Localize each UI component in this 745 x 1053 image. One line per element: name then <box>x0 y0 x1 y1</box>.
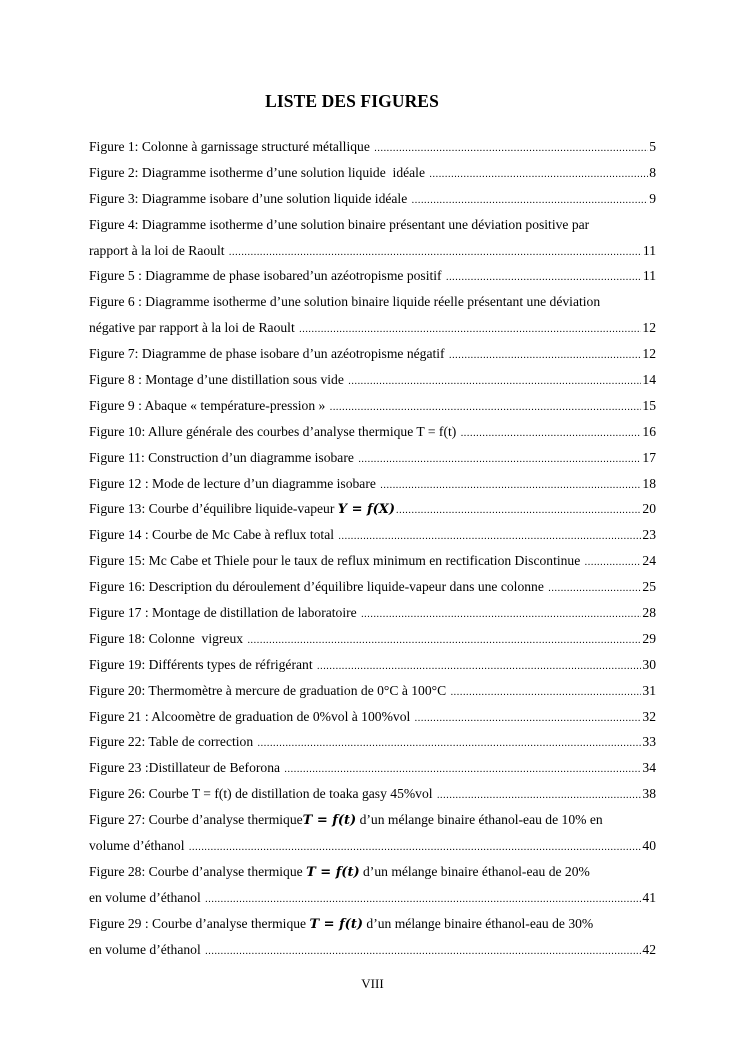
figure-caption-text: Figure 14 : Courbe de Mc Cabe à reflux total <box>89 527 338 543</box>
figure-page-number: 24 <box>642 553 656 569</box>
figure-entry[interactable] <box>89 781 656 807</box>
figure-caption-text: rapport à la loi de Raoult <box>89 242 228 258</box>
figure-caption-text: Figure 27: Courbe d’analyse thermique <box>89 812 303 828</box>
figure-entry[interactable] <box>89 134 656 160</box>
figure-caption-text: Figure 21 : Alcoomètre de graduation de 0%vol à 100%vol <box>89 708 414 724</box>
figure-entry[interactable] <box>89 522 656 548</box>
figure-caption-text: Figure 15: Mc Cabe et Thiele pour le taux de reflux minimum en rectification Discontinue <box>89 553 584 569</box>
figure-entry[interactable] <box>89 289 656 341</box>
figure-caption-text: en volume d’éthanol <box>89 889 205 905</box>
figure-entry[interactable] <box>89 729 656 755</box>
figure-page-number: 29 <box>642 630 656 646</box>
figure-caption-text: Figure 5 : Diagramme de phase isobared’un azéotropisme positif <box>89 268 445 284</box>
dot-leader <box>412 188 649 214</box>
figure-entry[interactable] <box>89 367 656 393</box>
figure-page-number: 34 <box>642 760 656 776</box>
dot-leader <box>348 369 641 395</box>
figure-formula: T = f(t) <box>306 864 360 880</box>
dot-leader <box>330 395 642 421</box>
figure-entry[interactable] <box>89 600 656 626</box>
dot-leader <box>358 447 641 473</box>
figure-formula: T = f(t) <box>309 916 363 932</box>
figure-caption-text: Figure 22: Table de correction <box>89 734 257 750</box>
figure-formula: Y = f(X) <box>337 502 395 518</box>
figure-entry[interactable] <box>89 574 656 600</box>
figure-page-number: 20 <box>642 501 656 517</box>
figure-caption-text: d’un mélange binaire éthanol-eau de 30% <box>363 915 594 931</box>
dot-leader <box>380 473 641 499</box>
figure-page-number: 25 <box>642 579 656 595</box>
figure-page-number: 40 <box>642 838 656 854</box>
figure-entry[interactable] <box>89 548 656 574</box>
figure-page-number: 41 <box>642 889 656 905</box>
dot-leader <box>361 602 641 628</box>
figure-caption-text: Figure 23 :Distillateur de Beforona <box>89 760 284 776</box>
figure-page-number: 8 <box>649 164 656 180</box>
figure-page-number: 32 <box>642 708 656 724</box>
figure-page-number: 11 <box>642 268 656 284</box>
dot-leader <box>548 576 641 602</box>
figure-caption-text: Figure 29 : Courbe d’analyse thermique <box>89 915 310 931</box>
figure-entry[interactable] <box>89 704 656 730</box>
figure-caption-text: Figure 2: Diagramme isotherme d’une solution liquide idéale <box>89 164 429 180</box>
figure-caption-text: Figure 4: Diagramme isotherme d’une solution binaire présentant une déviation positive par <box>89 216 590 232</box>
figure-caption-text: Figure 13: Courbe d’équilibre liquide-vapeur <box>89 501 338 517</box>
dot-leader <box>415 706 642 732</box>
figure-entry[interactable] <box>89 160 656 186</box>
figure-page-number: 9 <box>649 190 656 206</box>
figure-page-number: 33 <box>642 734 656 750</box>
figure-entry[interactable] <box>89 496 656 522</box>
figure-entry[interactable] <box>89 626 656 652</box>
figure-entry[interactable] <box>89 445 656 471</box>
figure-caption-text: Figure 7: Diagramme de phase isobare d’un azéotropisme négatif <box>89 346 448 362</box>
figure-caption-text: Figure 9 : Abaque « température-pression » <box>89 397 329 413</box>
figure-caption-text: en volume d’éthanol <box>89 941 205 957</box>
figure-caption-text: Figure 16: Description du déroulement d’équilibre liquide-vapeur dans une colonne <box>89 579 548 595</box>
dot-leader <box>449 343 641 369</box>
figure-entry[interactable] <box>89 186 656 212</box>
dot-leader <box>205 939 641 965</box>
figure-list <box>89 134 656 963</box>
figure-caption-text: Figure 12 : Mode de lecture d’un diagramme isobare <box>89 475 380 491</box>
figure-page-number: 5 <box>649 139 656 154</box>
figure-caption-text: Figure 3: Diagramme isobare d’une solution liquide idéale <box>89 190 411 206</box>
figure-caption-text: Figure 10: Allure générale des courbes d’analyse thermique T = f(t) <box>89 423 460 439</box>
figure-page-number: 15 <box>642 397 656 413</box>
dot-leader <box>229 240 642 266</box>
figure-page-number: 38 <box>642 786 656 802</box>
figure-caption-text: Figure 8 : Montage d’une distillation sous vide <box>89 372 348 388</box>
figure-caption-text: Figure 20: Thermomètre à mercure de graduation de 0°C à 100°C <box>89 682 450 698</box>
figure-caption-text: Figure 28: Courbe d’analyse thermique <box>89 863 307 879</box>
figure-page-number: 11 <box>642 242 656 258</box>
dot-leader <box>284 757 641 783</box>
figure-caption-text: volume d’éthanol <box>89 838 188 854</box>
page-title: LISTE DES FIGURES <box>265 91 439 111</box>
figure-entry[interactable] <box>89 419 656 445</box>
figure-caption-text: Figure 19: Différents types de réfrigérant <box>89 656 316 672</box>
dot-leader <box>247 628 641 654</box>
figure-page-number: 30 <box>642 656 656 672</box>
figure-page-number: 14 <box>642 372 656 388</box>
figure-page-number: 12 <box>642 320 656 336</box>
dot-leader <box>374 136 648 162</box>
figure-caption-text: Figure 18: Colonne vigreux <box>89 630 247 646</box>
dot-leader <box>585 550 642 576</box>
dot-leader <box>396 498 641 524</box>
dot-leader <box>258 731 642 757</box>
figure-page-number: 12 <box>642 346 656 362</box>
dot-leader <box>205 887 641 913</box>
figure-caption-text: Figure 17 : Montage de distillation de laboratoire <box>89 605 361 621</box>
figure-caption-text: Figure 1: Colonne à garnissage structuré métallique <box>89 139 374 154</box>
figure-formula: T = f(t) <box>302 813 357 829</box>
dot-leader <box>446 265 642 291</box>
figure-caption-text: négative par rapport à la loi de Raoult <box>89 320 299 336</box>
figure-caption-text: Figure 26: Courbe T = f(t) de distillation de toaka gasy 45%vol <box>89 786 436 802</box>
figure-entry[interactable] <box>89 471 656 497</box>
figure-entry[interactable] <box>89 263 656 289</box>
figure-entry[interactable] <box>89 911 656 963</box>
figure-page-number: 17 <box>642 449 656 465</box>
figure-entry[interactable] <box>89 678 656 704</box>
figure-caption-text: d’un mélange binaire éthanol-eau de 20% <box>359 863 590 879</box>
figure-caption-text: Figure 6 : Diagramme isotherme d’une solution binaire liquide réelle présentant une déviation <box>89 294 601 310</box>
figure-entry[interactable] <box>89 393 656 419</box>
figure-entry[interactable] <box>89 755 656 781</box>
figure-page-number: 31 <box>642 682 656 698</box>
figure-page-number: 18 <box>642 475 656 491</box>
figure-page-number: 23 <box>642 527 656 543</box>
figure-caption-text: Figure 11: Construction d’un diagramme isobare <box>89 449 358 465</box>
figure-entry[interactable] <box>89 652 656 678</box>
figure-caption-text: d’un mélange binaire éthanol-eau de 10% en <box>356 812 603 828</box>
dot-leader <box>451 680 642 706</box>
figure-entry[interactable] <box>89 212 656 264</box>
page-number-footer: VIII <box>361 976 384 991</box>
figure-entry[interactable] <box>89 859 656 911</box>
dot-leader <box>429 162 648 188</box>
dot-leader <box>338 524 641 550</box>
figure-entry[interactable] <box>89 341 656 367</box>
dot-leader <box>461 421 642 447</box>
figure-page-number: 16 <box>642 423 656 439</box>
figure-page-number: 42 <box>642 941 656 957</box>
figure-entry[interactable] <box>89 807 656 859</box>
figure-page-number: 28 <box>642 605 656 621</box>
dot-leader <box>317 654 641 680</box>
dot-leader <box>189 835 641 861</box>
dot-leader <box>299 317 641 343</box>
dot-leader <box>437 783 641 809</box>
